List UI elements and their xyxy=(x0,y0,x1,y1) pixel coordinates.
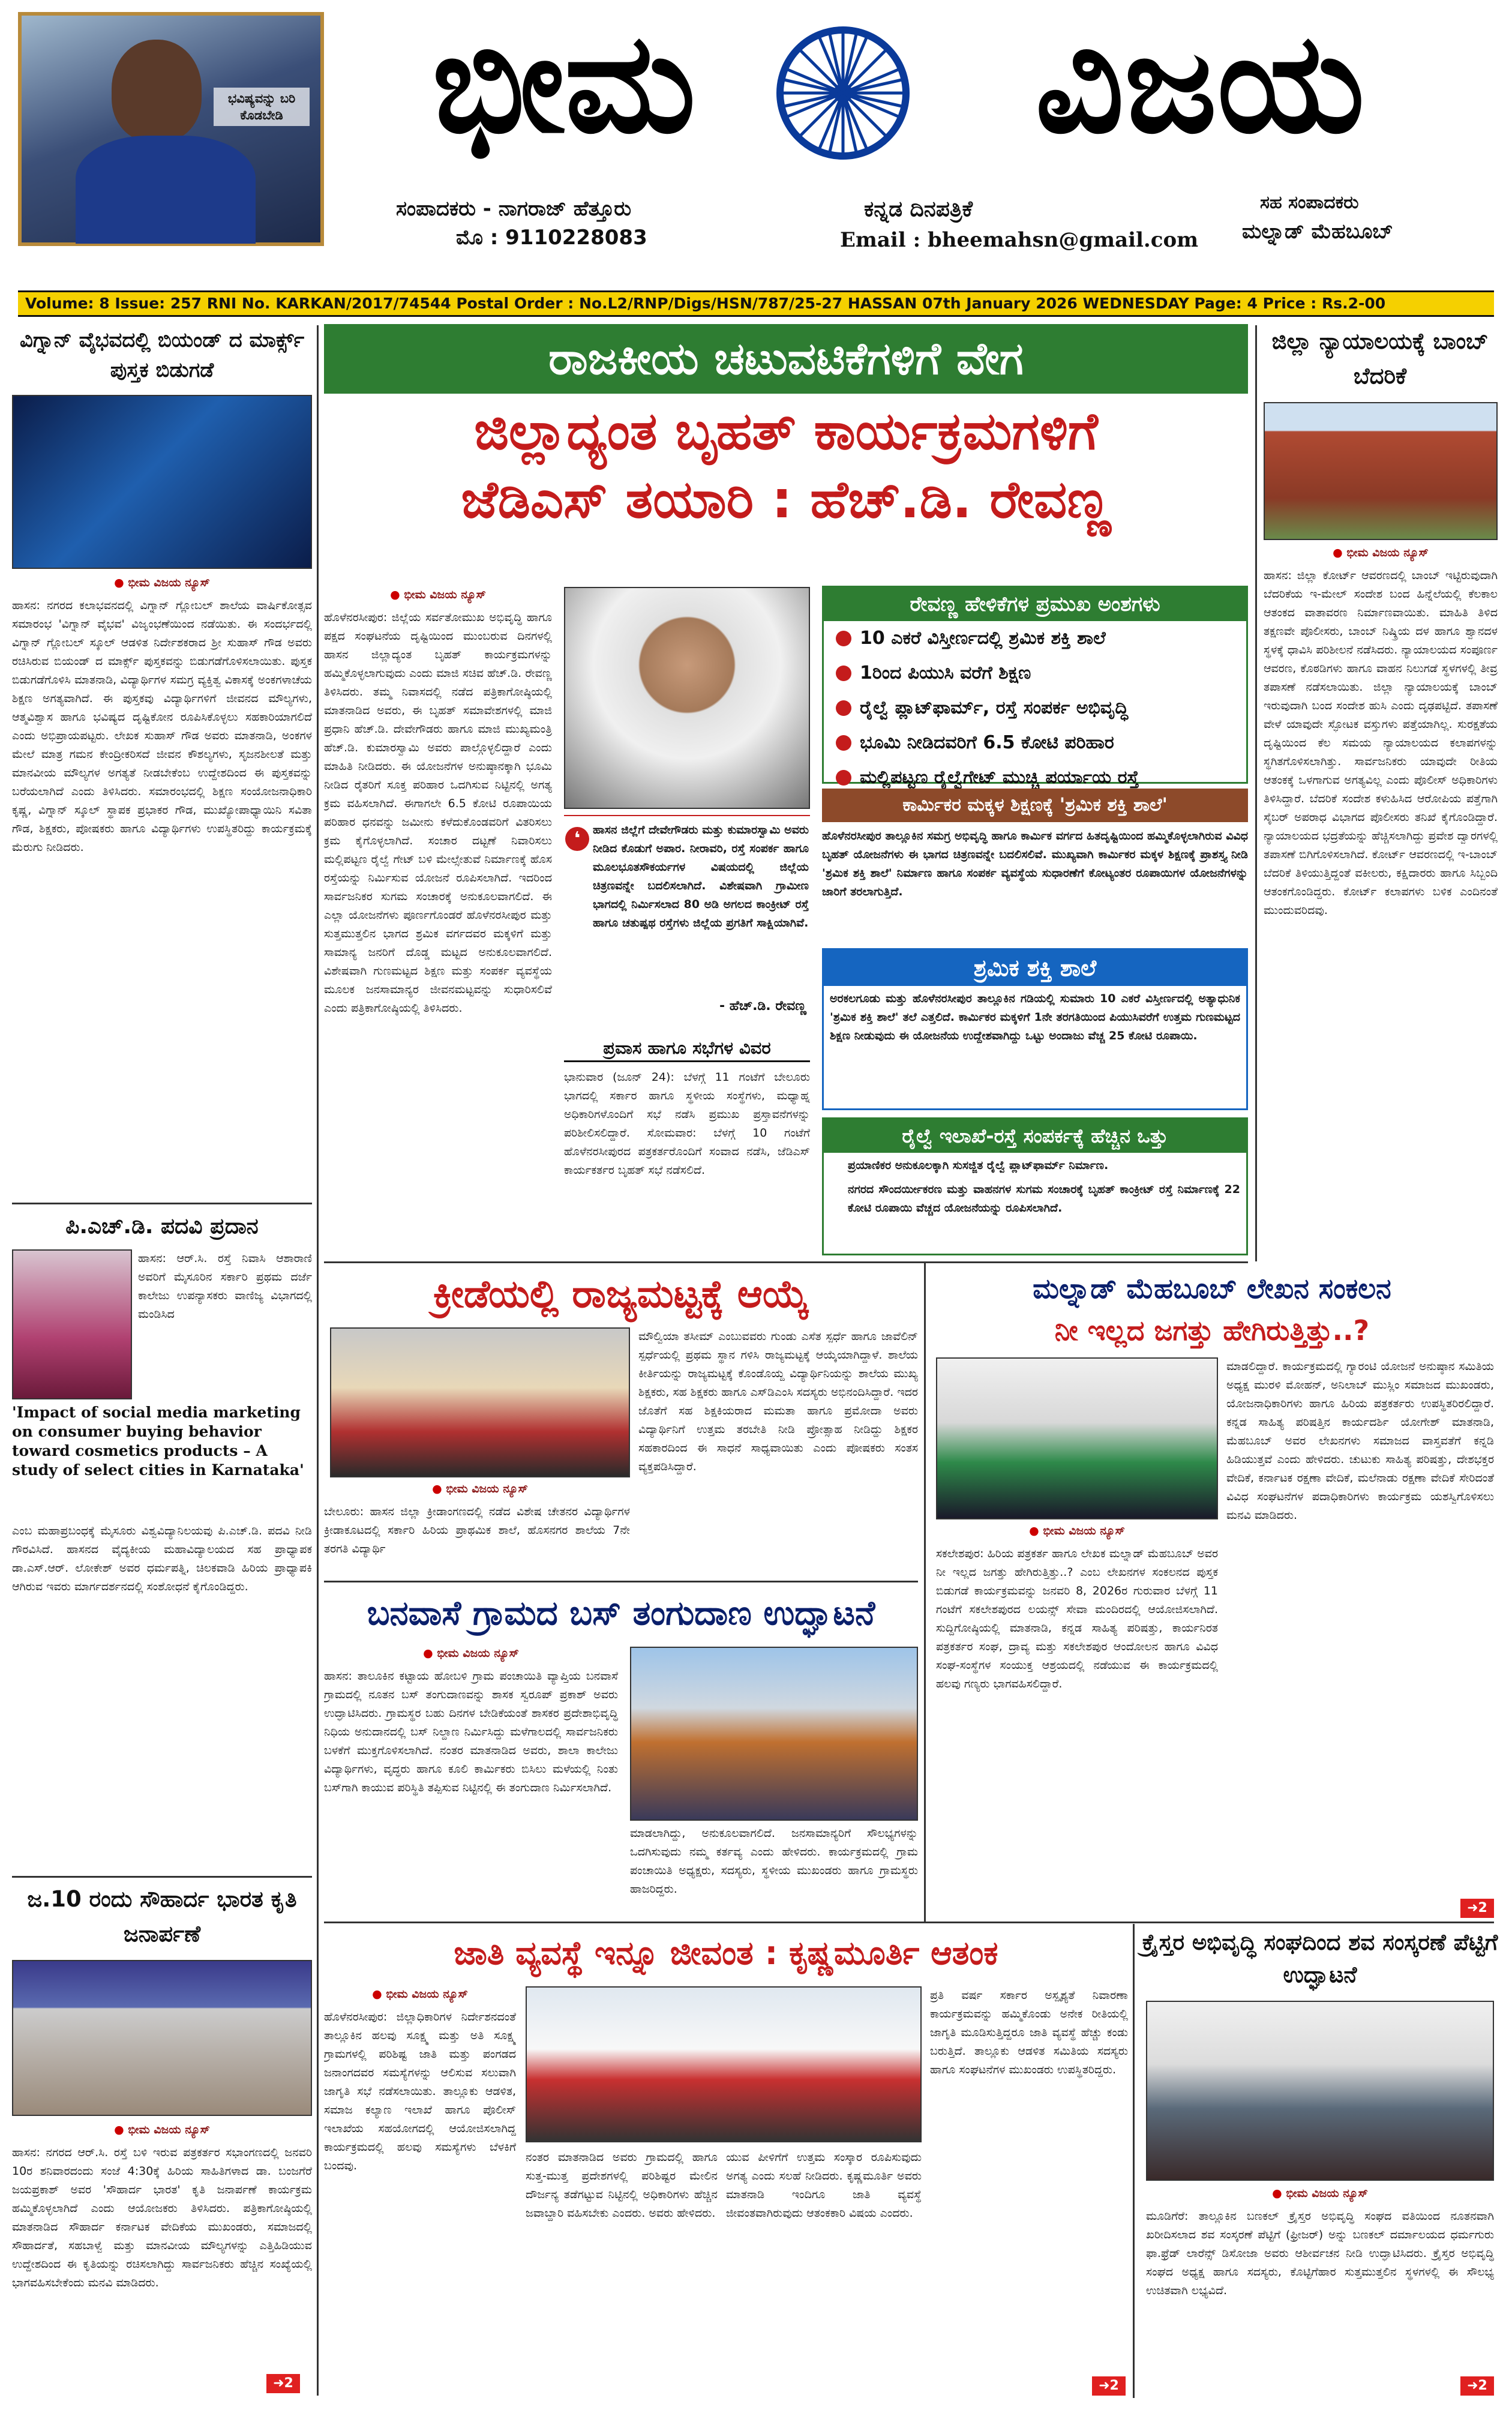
sports-title: ಕ್ರೀಡೆಯಲ್ಲಿ ರಾಜ್ಯಮಟ್ಟಕ್ಕೆ ಆಯ್ಕೆ xyxy=(433,1272,809,1317)
highlights-box xyxy=(822,586,1248,788)
bus-stand-photo xyxy=(630,1647,918,1821)
coeditor-label: ಸಹ ಸಂಪಾದಕರು xyxy=(1260,192,1359,213)
christian-title: ಕ್ರೈಸ್ತರ ಅಭಿವೃದ್ಧಿ ಸಂಘದಿಂದ ಶವ ಸಂಸ್ಕರಣೆ ಪೆಟ್ಟಿಗೆ ಉದ್ಘಾಟನೆ xyxy=(1142,1929,1498,1988)
revanna-quote-attribution: - ಹೆಚ್.ಡಿ. ರೇವಣ್ಣ xyxy=(719,999,806,1014)
revanna-quote-box xyxy=(564,815,810,1027)
phd-thesis-title: 'Impact of social media marketing on consumer buying behavior toward cosmetics products – A study of select cities in Karnataka' xyxy=(12,1404,304,1479)
rail-box xyxy=(822,1117,1248,1255)
mehboob-body-left: ಸಕಲೇಶಪುರ: ಹಿರಿಯ ಪತ್ರಕರ್ತ ಹಾಗೂ ಲೇಖಕ ಮಲ್ನಾಡ್ ಮೆಹಬೂಬ್ ಅವರ ನೀ ಇಲ್ಲದ ಜಗತ್ತು ಹೇಗಿರುತ್ತಿತ್ತು..? ಎಂಬ ಲೇಖನಗಳ ಸಂಕಲನದ ಪುಸ್ತಕ ಬಿಡುಗಡೆ ಕಾರ್ಯಕ್ರಮವನ್ನು ಜನವರಿ 8, 2026ರ ಗುರುವಾರ ಬೆಳಗ್ಗೆ 11 ಗಂಟೆಗೆ ಸಕಲೇಶಪುರದ ಲಯನ್ಸ್ ಸೇವಾ ಮಂದಿರದಲ್ಲಿ ಆಯೋಜಿಸಲಾಗಿದೆ. ಸುದ್ದಿಗೋಷ್ಠಿಯಲ್ಲಿ ಮಾತನಾಡಿ, ಕನ್ನಡ ಸಾಹಿತ್ಯ ಪರಿಷತ್ತು, ಕಾರ್ಯನಿರತ ಪತ್ರಕರ್ತರ ಸಂಘ, ದ್ರಾವ್ಯ ಮತ್ತು ಸಕಲೇಶಪುರ ಆಂದೋಲನ ಹಾಗೂ ವಿವಿಧ ಸಂಘ-ಸಂಸ್ಥೆಗಳ ಸಂಯುಕ್ತ ಆಶ್ರಯದಲ್ಲಿ ನಡೆಯುವ ಈ ಕಾರ್ಯಕ್ರಮದಲ್ಲಿ ಹಲವು ಗಣ್ಯರು ಭಾಗವಹಿಸಲಿದ್ದಾರೆ. xyxy=(936,1547,1218,1690)
continued-page-marker[interactable]: ➜2 xyxy=(266,2374,300,2393)
schedule-body: ಭಾನುವಾರ (ಜೂನ್ 24): ಬೆಳಗ್ಗೆ 11 ಗಂಟೆಗೆ ಬೇಲೂರು ಭಾಗದಲ್ಲಿ ಸರ್ಕಾರ ಹಾಗೂ ಸ್ಥಳೀಯ ಸಂಸ್ಥೆಗಳು, ಮಧ್ಯಾಹ್ನ ಅಧಿಕಾರಿಗಳೊಂದಿಗೆ ಸಭೆ ನಡೆಸಿ ಪ್ರಮುಖ ಪ್ರಸ್ತಾವನೆಗಳನ್ನು ಪರಿಶೀಲಿಸಲಿದ್ದಾರೆ. ಸೋಮವಾರ: ಬೆಳಗ್ಗೆ 10 ಗಂಟೆಗೆ ಹೊಳೆನರಸೀಪುರದ ಪತ್ರಕರ್ತರೊಂದಿಗೆ ಸಂವಾದ ನಡೆಸಿ, ಜೆಡಿಎಸ್ ಕಾರ್ಯಕರ್ತರ ಬೃಹತ್ ಸಭೆ ನಡೆಸಲಿದೆ. xyxy=(564,1071,810,1177)
lead-body: ಹೊಳೆನರಸೀಪುರ: ಜಿಲ್ಲೆಯ ಸರ್ವತೋಮುಖ ಅಭಿವೃದ್ಧಿ ಹಾಗೂ ಪಕ್ಷದ ಸಂಘಟನೆಯ ದೃಷ್ಟಿಯಿಂದ ಮುಂಬರುವ ದಿನಗಳಲ್ಲಿ ಹಾಸನ ಜಿಲ್ಲಾದ್ಯಂತ ಬೃಹತ್ ಕಾರ್ಯಕ್ರಮಗಳನ್ನು ಹಮ್ಮಿಕೊಳ್ಳಲಾಗುವುದು ಎಂದು ಮಾಜಿ ಸಚಿವ ಹೆಚ್.ಡಿ. ರೇವಣ್ಣ ತಿಳಿಸಿದರು. ತಮ್ಮ ನಿವಾಸದಲ್ಲಿ ನಡೆದ ಪತ್ರಿಕಾಗೋಷ್ಠಿಯಲ್ಲಿ ಮಾತನಾಡಿದ ಅವರು, ಈ ಬೃಹತ್ ಸಮಾವೇಶಗಳಲ್ಲಿ ಮಾಜಿ ಪ್ರಧಾನಿ ಹೆಚ್.ಡಿ. ದೇವೇಗೌಡರು ಹಾಗೂ ಮಾಜಿ ಮುಖ್ಯಮಂತ್ರಿ ಹೆಚ್.ಡಿ. ಕುಮಾರಸ್ವಾಮಿ ಅವರು ಪಾಲ್ಗೊಳ್ಳಲಿದ್ದಾರೆ ಎಂದು ಮಾಹಿತಿ ನೀಡಿದರು. ಈ ಯೋಜನೆಗಳ ಅನುಷ್ಠಾನಕ್ಕಾಗಿ ಭೂಮಿ ನೀಡಿದ ರೈತರಿಗೆ ಸೂಕ್ತ ಪರಿಹಾರ ಒದಗಿಸುವ ನಿಟ್ಟಿನಲ್ಲಿ ಅಗತ್ಯ ಕ್ರಮ ವಹಿಸಲಾಗಿದೆ. ಈಗಾಗಲೇ 6.5 ಕೋಟಿ ರೂಪಾಯಿಯ ಪರಿಹಾರ ಧನವನ್ನು ಜಮೀನು ಕಳೆದುಕೊಂಡವರಿಗೆ ವಿತರಿಸಲು ಕ್ರಮ ಕೈಗೊಳ್ಳಲಾಗಿದೆ. ಸಂಚಾರ ದಟ್ಟಣೆ ನಿವಾರಿಸಲು ಮಲ್ಲಿಪಟ್ಟಣ ರೈಲ್ವೆ ಗೇಟ್ ಬಳಿ ಮೇಲ್ಸೇತುವೆ ನಿರ್ಮಾಣಕ್ಕೆ ಹೊಸ ರಸ್ತೆಯನ್ನು ನಿರ್ಮಿಸುವ ಯೋಜನೆ ರೂಪಿಸಲಾಗಿದೆ. ಇದರಿಂದ ಸಾರ್ವಜನಿಕರ ಸುಗಮ ಸಂಚಾರಕ್ಕೆ ಅನುಕೂಲವಾಗಲಿದೆ. ಈ ಎಲ್ಲಾ ಯೋಜನೆಗಳು ಪೂರ್ಣಗೊಂಡರೆ ಹೊಳೆನರಸೀಪುರ ಮತ್ತು ಸುತ್ತಮುತ್ತಲಿನ ಭಾಗದ ಶ್ರಮಿಕ ವರ್ಗದವರ ಮಕ್ಕಳಿಗೆ ಮತ್ತು ಸಾಮಾನ್ಯ ಜನರಿಗೆ ದೊಡ್ಡ ಮಟ್ಟದ ಅನುಕೂಲವಾಗಲಿದೆ. ವಿಶೇಷವಾಗಿ ಗುಣಮಟ್ಟದ ಶಿಕ್ಷಣ ಮತ್ತು ಸಂಪರ್ಕ ವ್ಯವಸ್ಥೆಯ ಮೂಲಕ ಜನಸಾಮಾನ್ಯರ ಜೀವನಮಟ್ಟವನ್ನು ಸುಧಾರಿಸಲಿವೆ ಎಂದು ಪತ್ರಿಕಾಗೋಷ್ಠಿಯಲ್ಲಿ ತಿಳಿಸಿದರು. xyxy=(324,611,552,1015)
sports-byline: ● ಭೀಮ ವಿಜಯ ನ್ಯೂಸ್ xyxy=(330,1482,630,1495)
sports-body: ಮೌಲ್ವಿಯಾ ತಸೀಮ್ ಎಂಬುವವರು ಗುಂಡು ಎಸೆತ ಸ್ಪರ್ಧೆ ಹಾಗೂ ಜಾವೆಲಿನ್ ಸ್ಪರ್ಧೆಯಲ್ಲಿ ಪ್ರಥಮ ಸ್ಥಾನ ಗಳಿಸಿ ರಾಜ್ಯಮಟ್ಟಕ್ಕೆ ಆಯ್ಕೆಯಾಗಿದ್ದಾಳೆ. ಶಾಲೆಯ ಕೀರ್ತಿಯನ್ನು ರಾಜ್ಯಮಟ್ಟಕ್ಕೆ ಕೊಂಡೊಯ್ದ ವಿದ್ಯಾರ್ಥಿನಿಯನ್ನು ಶಾಲೆಯ ಮುಖ್ಯ ಶಿಕ್ಷಕರು, ಸಹ ಶಿಕ್ಷಕರು ಹಾಗೂ ಎಸ್‌ಡಿಎಂಸಿ ಸದಸ್ಯರು ಅಭಿನಂದಿಸಿದ್ದಾರೆ. ಇದರ ಜೊತೆಗೆ ಸಹ ಶಿಕ್ಷಕಿಯರಾದ ಮಮತಾ ಹಾಗೂ ಪ್ರಮೋದಾ ಅವರು ವಿದ್ಯಾರ್ಥಿನಿಗೆ ಉತ್ತಮ ತರಬೇತಿ ನೀಡಿ ಪ್ರೋತ್ಸಾಹ ನೀಡಿದ್ದು ಶಿಕ್ಷಕರ ಸಹಕಾರದಿಂದ ಈ ಸಾಧನೆ ಸಾಧ್ಯವಾಯಿತು ಎಂದು ಪೋಷಕರು ಸಂತಸ ವ್ಯಕ್ತಪಡಿಸಿದ್ದಾರೆ. xyxy=(638,1330,918,1473)
court-body: ಹಾಸನ: ಜಿಲ್ಲಾ ಕೋರ್ಟ್ ಆವರಣದಲ್ಲಿ ಬಾಂಬ್ ಇಟ್ಟಿರುವುದಾಗಿ ಬೆದರಿಕೆಯ ಇ-ಮೇಲ್ ಸಂದೇಶ ಬಂದ ಹಿನ್ನೆಲೆಯಲ್ಲಿ ಕೆಲಕಾಲ ಆತಂಕದ ವಾತಾವರಣ ನಿರ್ಮಾಣವಾಯಿತು. ಮಾಹಿತಿ ತಿಳಿದ ತಕ್ಷಣವೇ ಪೊಲೀಸರು, ಬಾಂಬ್ ನಿಷ್ಕ್ರಿಯ ದಳ ಹಾಗೂ ಶ್ವಾನದಳ ಸ್ಥಳಕ್ಕೆ ಧಾವಿಸಿ ಪರಿಶೀಲನೆ ನಡೆಸಿದರು. ನ್ಯಾಯಾಲಯದ ಸಂಪೂರ್ಣ ಆವರಣ, ಕೊಠಡಿಗಳು ಹಾಗೂ ವಾಹನ ನಿಲುಗಡೆ ಸ್ಥಳಗಳಲ್ಲಿ ತೀವ್ರ ತಪಾಸಣೆ ನಡೆಸಲಾಯಿತು. ಜಿಲ್ಲಾ ನ್ಯಾಯಾಲಯಕ್ಕೆ ಬಾಂಬ್ ಇರುವುದಾಗಿ ಬಂದ ಸಂದೇಶ ಹುಸಿ ಎಂದು ದೃಢಪಟ್ಟಿದೆ. ತಪಾಸಣೆ ವೇಳೆ ಯಾವುದೇ ಸ್ಫೋಟಕ ವಸ್ತುಗಳು ಪತ್ತೆಯಾಗಿಲ್ಲ. ಸುರಕ್ಷತೆಯ ದೃಷ್ಟಿಯಿಂದ ಕೆಲ ಸಮಯ ನ್ಯಾಯಾಲಯದ ಕಲಾಪಗಳನ್ನು ಸ್ಥಗಿತಗೊಳಿಸಲಾಗಿತ್ತು. ಸಾರ್ವಜನಿಕರು ಯಾವುದೇ ರೀತಿಯ ಆತಂಕಕ್ಕೆ ಒಳಗಾಗುವ ಅಗತ್ಯವಿಲ್ಲ ಎಂದು ಪೊಲೀಸ್ ಅಧಿಕಾರಿಗಳು ತಿಳಿಸಿದ್ದಾರೆ. ಬೆದರಿಕೆ ಸಂದೇಶ ಕಳುಹಿಸಿದ ಆರೋಪಿಯ ಪತ್ತೆಗಾಗಿ ಸೈಬರ್ ಅಪರಾಧ ವಿಭಾಗದ ಪೊಲೀಸರು ತನಿಖೆ ಕೈಗೊಂಡಿದ್ದಾರೆ. ನ್ಯಾಯಾಲಯದ ಭದ್ರತೆಯನ್ನು ಹೆಚ್ಚಿಸಲಾಗಿದ್ದು ಪ್ರವೇಶ ದ್ವಾರಗಳಲ್ಲಿ ತಪಾಸಣೆ ಬಿಗಿಗೊಳಿಸಲಾಗಿದೆ. ಕೋರ್ಟ್ ಆವರಣದಲ್ಲಿ ಇ-ಬಾಂಬ್ ಬೆದರಿಕೆ ತಿಳಿಯುತ್ತಿದ್ದಂತೆ ವಕೀಲರು, ಕಕ್ಷಿದಾರರು ಹಾಗೂ ಸಿಬ್ಬಂದಿ ಆತಂಕಗೊಂಡಿದ್ದರು. ಕೋರ್ಟ್ ಕಲಾಪಗಳು ಬಳಿಕ ಎಂದಿನಂತೆ ಮುಂದುವರಿದವು. xyxy=(1264,569,1498,917)
continued-page-marker[interactable]: ➜2 xyxy=(1460,1899,1494,1918)
masthead-title-right: ವಿಜಯ xyxy=(1035,4,1365,164)
mehboob-body-right: ಮಾಡಲಿದ್ದಾರೆ. ಕಾರ್ಯಕ್ರಮದಲ್ಲಿ ಗ್ಯಾರಂಟಿ ಯೋಜನೆ ಅನುಷ್ಠಾನ ಸಮಿತಿಯ ಅಧ್ಯಕ್ಷ ಮುರಳಿ ಮೋಹನ್, ಅನಿಲಾಬ್ ಮುಸ್ಲಿಂ ಸಮಾಜದ ಮುಖಂಡರು, ಯೋಜನಾಧಿಕಾರಿಗಳು ಹಾಗೂ ಹಿರಿಯ ಪತ್ರಕರ್ತರು ಉಪಸ್ಥಿತರಿರಲಿದ್ದಾರೆ. ಕನ್ನಡ ಸಾಹಿತ್ಯ ಪರಿಷತ್ತಿನ ಕಾರ್ಯದರ್ಶಿ ಯೋಗೇಶ್ ಮಾತನಾಡಿ, ಮೆಹಬೂಬ್ ಅವರ ಲೇಖನಗಳು ಸಮಾಜದ ವಾಸ್ತವತೆಗೆ ಕನ್ನಡಿ ಹಿಡಿಯುತ್ತವೆ ಎಂದು ಹೇಳಿದರು. ಚುಟುಕು ಸಾಹಿತ್ಯ ಪರಿಷತ್ತು, ದೇಶಭಕ್ತರ ವೇದಿಕೆ, ಕರ್ನಾಟಕ ರಕ್ಷಣಾ ವೇದಿಕೆ, ಮಲೆನಾಡು ರಕ್ಷಣಾ ವೇದಿಕೆ ಸೇರಿದಂತೆ ವಿವಿಧ ಸಂಘಟನೆಗಳ ಪದಾಧಿಕಾರಿಗಳು ಕಾರ್ಯಕ್ರಮ ಯಶಸ್ವಿಗೊಳಿಸಲು ಮನವಿ ಮಾಡಿದರು. xyxy=(1226,1360,1494,1522)
ashoka-chakra-icon xyxy=(774,24,912,162)
phd-body: ಎಂಬ ಮಹಾಪ್ರಬಂಧಕ್ಕೆ ಮೈಸೂರು ವಿಶ್ವವಿದ್ಯಾನಿಲಯವು ಪಿ.ಎಚ್.ಡಿ. ಪದವಿ ನೀಡಿ ಗೌರವಿಸಿದೆ. ಹಾಸನದ ವೈದ್ಯಕೀಯ ಮಹಾವಿದ್ಯಾಲಯದ ಸಹ ಪ್ರಾಧ್ಯಾಪಕ ಡಾ.ಎಸ್.ಆರ್. ಲೋಕೇಶ್ ಅವರ ಧರ್ಮಪತ್ನಿ, ಚಿಲಕವಾಡಿ ಹಿರಿಯ ಪ್ರಾಧ್ಯಾಪಕಿ ಆಗಿರುವ ಇವರು ಮಾರ್ಗದರ್ಶನದಲ್ಲಿ ಸಂಶೋಧನೆ ಕೈಗೊಂಡಿದ್ದರು. xyxy=(12,1524,312,1593)
caste-col-4: ಪ್ರತಿ ವರ್ಷ ಸರ್ಕಾರ ಅಸ್ಪೃಶ್ಯತೆ ನಿವಾರಣಾ ಕಾರ್ಯಕ್ರಮವನ್ನು ಹಮ್ಮಿಕೊಂಡು ಅನೇಕ ರೀತಿಯಲ್ಲಿ ಜಾಗೃತಿ ಮೂಡಿಸುತ್ತಿದ್ದರೂ ಜಾತಿ ವ್ಯವಸ್ಥೆ ಹೆಚ್ಚು ಕಂಡು ಬರುತ್ತಿದೆ. ತಾಲ್ಲೂಕು ಆಡಳಿತ ಸಮಿತಿಯ ಸದಸ್ಯರು ಹಾಗೂ ಸಂಘಟನೆಗಳ ಮುಖಂಡರು ಉಪಸ್ಥಿತರಿದ್ದರು. xyxy=(930,1989,1128,2076)
christian-event-photo xyxy=(1146,2001,1494,2181)
christian-body: ಮೂಡಿಗೆರೆ: ತಾಲ್ಲೂಕಿನ ಬಣಕಲ್ ಕ್ರೈಸ್ತರ ಅಭಿವೃದ್ಧಿ ಸಂಘದ ವತಿಯಿಂದ ನೂತನವಾಗಿ ಖರೀದಿಸಲಾದ ಶವ ಸಂಸ್ಕರಣೆ ಪೆಟ್ಟಿಗೆ (ಫ್ರೀಜರ್) ಅನ್ನು ಬಣಕಲ್ ದರ್ಮಾಲಯದ ಧರ್ಮಗುರು ಫಾ.ಫ್ರೆಡ್ ಲಾರೆನ್ಸ್ ಡಿಸೋಜಾ ಅವರು ಆಶೀರ್ವಚನ ನೀಡಿ ಉದ್ಘಾಟಿಸಿದರು. ಕ್ರೈಸ್ತರ ಅಭಿವೃದ್ಧಿ ಸಂಘದ ಅಧ್ಯಕ್ಷ ಹಾಗೂ ಸದಸ್ಯರು, ಕೊಟ್ಟಿಗೆಹಾರ ಸುತ್ತಮುತ್ತಲಿನ ಸ್ಥಳಗಳಲ್ಲಿ ಈ ಸೌಲಭ್ಯ ಉಚಿತವಾಗಿ ಲಭ್ಯವಿದೆ. xyxy=(1146,2210,1494,2297)
schedule-heading: ಪ್ರವಾಸ ಹಾಗೂ ಸಭೆಗಳ ವಿವರ xyxy=(564,1033,810,1062)
christian-byline: ● ಭೀಮ ವಿಜಯ ನ್ಯೂಸ್ xyxy=(1146,2187,1494,2200)
school-title: ಕಾರ್ಮಿಕರ ಮಕ್ಕಳ ಶಿಕ್ಷಣಕ್ಕೆ 'ಶ್ರಮಿಕ ಶಕ್ತಿ ಶಾಲೆ' xyxy=(822,789,1248,822)
court-byline: ● ಭೀಮ ವಿಜಯ ನ್ಯೂಸ್ xyxy=(1264,546,1498,559)
article-title-vignan: ವಿಗ್ನಾನ್ ವೈಭವದಲ್ಲಿ ಬಿಯಂಡ್ ದ ಮಾರ್ಕ್ಸ್ ಪುಸ್ತಕ ಬಿಡುಗಡೆ xyxy=(19,328,305,382)
bus-byline: ● ಭೀಮ ವಿಜಯ ನ್ಯೂಸ್ xyxy=(324,1647,618,1660)
ambedkar-portrait xyxy=(18,12,324,246)
bus-body-2: ಮಾಡಲಾಗಿದ್ದು, ಅನುಕೂಲವಾಗಲಿದೆ. ಜನಸಾಮಾನ್ಯರಿಗೆ ಸೌಲಭ್ಯಗಳನ್ನು ಒದಗಿಸುವುದು ನಮ್ಮ ಕರ್ತವ್ಯ ಎಂದು ಹೇಳಿದರು. ಕಾರ್ಯಕ್ರಮದಲ್ಲಿ ಗ್ರಾಮ ಪಂಚಾಯಿತಿ ಅಧ್ಯಕ್ಷರು, ಸದಸ್ಯರು, ಸ್ಥಳೀಯ ಮುಖಂಡರು ಹಾಗೂ ಗ್ರಾಮಸ್ಥರು ಹಾಜರಿದ್ದರು. xyxy=(630,1827,918,1896)
sports-photo xyxy=(330,1327,630,1477)
coeditor-name: ಮಲ್ನಾಡ್ ಮೆಹಬೂಬ್ xyxy=(1242,220,1393,244)
caste-col-1: ಹೊಳೆನರಸೀಪುರ: ಜಿಲ್ಲಾಧಿಕಾರಿಗಳ ನಿರ್ದೇಶನದಂತೆ ತಾಲ್ಲೂಕಿನ ಹಲವು ಸೂಕ್ಷ್ಮ ಮತ್ತು ಅತಿ ಸೂಕ್ಷ್ಮ ಗ್ರಾಮಗಳಲ್ಲಿ ಪರಿಶಿಷ್ಟ ಜಾತಿ ಮತ್ತು ಪಂಗಡದ ಜನಾಂಗದವರ ಸಮಸ್ಯೆಗಳನ್ನು ಆಲಿಸುವ ಸಲುವಾಗಿ ಜಾಗೃತಿ ಸಭೆ ನಡೆಸಲಾಯಿತು. ತಾಲ್ಲೂಕು ಆಡಳಿತ, ಸಮಾಜ ಕಲ್ಯಾಣ ಇಲಾಖೆ ಹಾಗೂ ಪೊಲೀಸ್ ಇಲಾಖೆಯ ಸಹಯೋಗದಲ್ಲಿ ಆಯೋಜಿಸಲಾಗಿದ್ದ ಕಾರ್ಯಕ್ರಮದಲ್ಲಿ ಹಲವು ಸಮಸ್ಯೆಗಳು ಬೆಳಕಿಗೆ ಬಂದವು. xyxy=(324,2010,516,2172)
masthead-title-left: ಭೀಮ xyxy=(432,4,696,164)
phd-portrait-photo xyxy=(12,1249,132,1399)
editor-phone: ಮೊ : 9110228083 xyxy=(456,226,647,250)
mehboob-press-photo xyxy=(936,1357,1218,1519)
masthead xyxy=(0,0,1512,252)
lead-banner: ರಾಜಕೀಯ ಚಟುವಟಿಕೆಗಳಿಗೆ ವೇಗ xyxy=(324,324,1248,394)
caste-col-2: ನಂತರ ಮಾತನಾಡಿದ ಅವರು ಗ್ರಾಮದಲ್ಲಿ ಹಾಗೂ ಸುತ್ತ-ಮುತ್ತ ಪ್ರದೇಶಗಳಲ್ಲಿ ಪರಿಶಿಷ್ಟರ ಮೇಲಿನ ದೌರ್ಜನ್ಯ ತಡೆಗಟ್ಟುವ ನಿಟ್ಟಿನಲ್ಲಿ ಅಧಿಕಾರಿಗಳು ಹೆಚ್ಚಿನ ಜವಾಬ್ದಾರಿ ವಹಿಸಬೇಕು ಎಂದರು. ಅವರು ಹೇಳಿದರು. xyxy=(526,2151,718,2220)
vignan-byline: ● ಭೀಮ ವಿಜಯ ನ್ಯೂಸ್ xyxy=(12,576,312,589)
caste-title: ಜಾತಿ ವ್ಯವಸ್ಥೆ ಇನ್ನೂ ಜೀವಂತ : ಕೃಷ್ಣಮೂರ್ತಿ ಆತಂಕ xyxy=(454,1934,998,1972)
court-title: ಜಿಲ್ಲಾ ನ್ಯಾಯಾಲಯಕ್ಕೆ ಬಾಂಬ್ ಬೆದರಿಕೆ xyxy=(1271,328,1489,389)
lead-headline-1: ಜಿಲ್ಲಾದ್ಯಂತ ಬೃಹತ್ ಕಾರ್ಯಕ್ರಮಗಳಿಗೆ xyxy=(474,401,1098,461)
continued-page-marker[interactable]: ➜2 xyxy=(1460,2376,1494,2396)
bus-title: ಬನವಾಸೆ ಗ್ರಾಮದ ಬಸ್ ತಂಗುದಾಣ ಉದ್ಘಾಟನೆ xyxy=(367,1594,875,1633)
mehboob-title: ಮಲ್ನಾಡ್ ಮೆಹಬೂಬ್ ಲೇಖನ ಸಂಕಲನ xyxy=(1033,1272,1391,1305)
highlight-item: ರೈಲ್ವೆ ಪ್ಲಾಟ್‌ಫಾರ್ಮ್, ರಸ್ತೆ ಸಂಪರ್ಕ ಅಭಿವೃದ್ಧಿ xyxy=(824,691,1246,726)
shakti-body: ಅರಕಲಗೂಡು ಮತ್ತು ಹೊಳೆನರಸೀಪುರ ತಾಲ್ಲೂಕಿನ ಗಡಿಯಲ್ಲಿ ಸುಮಾರು 10 ಎಕರೆ ವಿಸ್ತೀರ್ಣದಲ್ಲಿ ಅತ್ಯಾಧುನಿಕ 'ಶ್ರಮಿಕ ಶಕ್ತಿ ಶಾಲೆ' ತಲೆ ಎತ್ತಲಿದೆ. ಕಾರ್ಮಿಕರ ಮಕ್ಕಳಿಗೆ 1ನೇ ತರಗತಿಯಿಂದ ಪಿಯುಸಿವರೆಗೆ ಉತ್ತಮ ಗುಣಮಟ್ಟದ ಶಿಕ್ಷಣ ನೀಡುವುದು ಈ ಯೋಜನೆಯ ಉದ್ದೇಶವಾಗಿದ್ದು ಒಟ್ಟು ಅಂದಾಜು ವೆಚ್ಚ 25 ಕೋಟಿ ರೂಪಾಯಿ. xyxy=(830,992,1240,1042)
rail-item: ಪ್ರಯಾಣಿಕರ ಅನುಕೂಲಕ್ಕಾಗಿ ಸುಸಜ್ಜಿತ ರೈಲ್ವೆ ಪ್ಲಾಟ್‌ಫಾರ್ಮ್ ನಿರ್ಮಾಣ. xyxy=(848,1159,1109,1172)
editor-line: ಸಂಪಾದಕರು - ನಾಗರಾಜ್ ಹೆತ್ತೂರು xyxy=(396,197,632,221)
article-title-phd: ಪಿ.ಎಚ್.ಡಿ. ಪದವಿ ಪ್ರದಾನ xyxy=(65,1214,259,1239)
shakti-box xyxy=(822,948,1248,1110)
shakti-title: ಶ್ರಮಿಕ ಶಕ್ತಿ ಶಾಲೆ xyxy=(824,950,1246,986)
info-bar-text: Volume: 8 Issue: 257 RNI No. KARKAN/2017/74544 Postal Order : No.L2/RNP/Digs/HSN/787/25-27 HASSAN 07th January 2026 WEDNESDAY Page: 4 Price : Rs.2-00 xyxy=(25,295,1386,312)
revanna-photo xyxy=(564,587,810,809)
article-title-souharda: ಜ.10 ರಂದು ಸೌಹಾರ್ದ ಭಾರತ ಕೃತಿ ಜನಾರ್ಪಣೆ xyxy=(27,1886,297,1947)
mehboob-byline: ● ಭೀಮ ವಿಜಯ ನ್ಯೂಸ್ xyxy=(936,1524,1218,1537)
souharda-press-photo xyxy=(12,1960,312,2116)
phd-side-text: ಹಾಸನ: ಆರ್.ಸಿ. ರಸ್ತೆ ನಿವಾಸಿ ಆಶಾರಾಣಿ ಅವರಿಗೆ ಮೈಸೂರಿನ ಸರ್ಕಾರಿ ಪ್ರಥಮ ದರ್ಜೆ ಕಾಲೇಜು ಉಪನ್ಯಾಸಕರು ವಾಣಿಜ್ಯ ವಿಭಾಗದಲ್ಲಿ ಮಂಡಿಸಿದ xyxy=(138,1252,312,1321)
rail-item: ನಗರದ ಸೌಂದರ್ಯೀಕರಣ ಮತ್ತು ವಾಹನಗಳ ಸುಗಮ ಸಂಚಾರಕ್ಕೆ ಬೃಹತ್ ಕಾಂಕ್ರೀಟ್ ರಸ್ತೆ ನಿರ್ಮಾಣಕ್ಕೆ 22 ಕೋಟಿ ರೂಪಾಯಿ ವೆಚ್ಚದ ಯೋಜನೆಯನ್ನು ರೂಪಿಸಲಾಗಿದೆ. xyxy=(848,1183,1240,1215)
caste-meeting-photo xyxy=(526,1986,922,2142)
caste-byline: ● ಭೀಮ ವಿಜಯ ನ್ಯೂಸ್ xyxy=(324,1988,516,2001)
rail-title: ರೈಲ್ವೆ ಇಲಾಖೆ-ರಸ್ತೆ ಸಂಪರ್ಕಕ್ಕೆ ಹೆಚ್ಚಿನ ಒತ್ತು xyxy=(824,1119,1246,1153)
school-body: ಹೊಳೆನರಸೀಪುರ ತಾಲ್ಲೂಕಿನ ಸಮಗ್ರ ಅಭಿವೃದ್ಧಿ ಹಾಗೂ ಕಾರ್ಮಿಕ ವರ್ಗದ ಹಿತದೃಷ್ಟಿಯಿಂದ ಹಮ್ಮಿಕೊಳ್ಳಲಾಗಿರುವ ವಿವಿಧ ಬೃಹತ್ ಯೋಜನೆಗಳು ಈ ಭಾಗದ ಚಿತ್ರಣವನ್ನೇ ಬದಲಿಸಲಿವೆ. ಮುಖ್ಯವಾಗಿ ಕಾರ್ಮಿಕರ ಮಕ್ಕಳ ಶಿಕ್ಷಣಕ್ಕೆ ಪ್ರಾಶಸ್ತ್ಯ ನೀಡಿ 'ಶ್ರಮಿಕ ಶಕ್ತಿ ಶಾಲೆ' ನಿರ್ಮಾಣ ಹಾಗೂ ಸಂಪರ್ಕ ವ್ಯವಸ್ಥೆಯ ಸುಧಾರಣೆಗೆ ಕೋಟ್ಯಂತರ ರೂಪಾಯಿಗಳ ಯೋಜನೆಗಳನ್ನು ಜಾರಿಗೆ ತರಲಾಗುತ್ತಿದೆ. xyxy=(822,829,1248,898)
vignan-body: ಹಾಸನ: ನಗರದ ಕಲಾಭವನದಲ್ಲಿ ವಿಗ್ನಾನ್ ಗ್ಲೋಬಲ್ ಶಾಲೆಯ ವಾರ್ಷಿಕೋತ್ಸವ ಸಮಾರಂಭ 'ವಿಗ್ನಾನ್ ವೈಭವ' ವಿಜೃಂಭಣೆಯಿಂದ ನಡೆಯಿತು. ಈ ಸಂದರ್ಭದಲ್ಲಿ ವಿಗ್ನಾನ್ ಗ್ಲೋಬಲ್ ಸ್ಕೂಲ್ ಆಡಳಿತ ನಿರ್ದೇಶಕರಾದ ಶ್ರೀ ಸುಹಾಸ್ ಗೌಡ ಅವರು ರಚಿಸಿರುವ ಬಿಯಂಡ್ ದ ಮಾರ್ಕ್ಸ್ ಪುಸ್ತಕವನ್ನು ಬಿಡುಗಡೆಗೊಳಿಸಲಾಯಿತು. ಪುಸ್ತಕ ಬಿಡುಗಡೆಗೊಳಿಸಿ ಮಾತನಾಡಿ, ವಿದ್ಯಾರ್ಥಿಗಳ ಸಮಗ್ರ ವ್ಯಕ್ತಿತ್ವ ವಿಕಾಸಕ್ಕೆ ಅಂಕಗಳಾಚೆಯ ಶಿಕ್ಷಣ ಅಗತ್ಯವಾಗಿದೆ. ಈ ಪುಸ್ತಕವು ವಿದ್ಯಾರ್ಥಿಗಳಿಗೆ ಜೀವನದ ಮೌಲ್ಯಗಳು, ಆತ್ಮವಿಶ್ವಾಸ ಹಾಗೂ ಭವಿಷ್ಯದ ದೃಷ್ಟಿಕೋನ ರೂಪಿಸಿಕೊಳ್ಳಲು ಸಹಕಾರಿಯಾಗಲಿದೆ ಎಂದು ಅಭಿಪ್ರಾಯಪಟ್ಟರು. ಲೇಖಕ ಸುಹಾಸ್ ಗೌಡ ಅವರು ಮಾತನಾಡಿ, ಅಂಕಗಳ ಮೇಲೆ ಮಾತ್ರ ಗಮನ ಕೇಂದ್ರೀಕರಿಸದೆ ಜೀವನ ಕೌಶಲ್ಯಗಳು, ಸೃಜನಶೀಲತೆ ಮತ್ತು ಮಾನವೀಯ ಮೌಲ್ಯಗಳ ಅಗತ್ಯತೆ ನೀಡಬೇಕೆಂಬ ಉದ್ದೇಶದಿಂದ ಈ ಪುಸ್ತಕವನ್ನು ಬರೆಯಲಾಗಿದೆ ಎಂದು ತಿಳಿಸಿದರು. ಸಮಾರಂಭದಲ್ಲಿ ಶಿಕ್ಷಣ ಸಂಯೋಜನಾಧಿಕಾರಿ ಕೃಷ್ಣ, ವಿಗ್ನಾನ್ ಸ್ಕೂಲ್ ಸ್ಥಾಪಕ ಪ್ರಭಾಕರ ಗೌಡ, ಮುಖ್ಯೋಪಾಧ್ಯಾಯಿನಿ ಸವಿತಾ ಗೌಡ, ಶಿಕ್ಷಕರು, ಪೋಷಕರು ಹಾಗೂ ವಿದ್ಯಾರ್ಥಿಗಳು ಉಪಸ್ಥಿತರಿದ್ದು ಕಾರ್ಯಕ್ರಮಕ್ಕೆ ಮೆರುಗು ನೀಡಿದರು. xyxy=(12,599,312,854)
vignan-event-photo xyxy=(12,395,312,569)
left-column xyxy=(12,325,312,2396)
continued-page-marker[interactable]: ➜2 xyxy=(1092,2376,1126,2396)
lead-headline-2: ಜೆಡಿಎಸ್ ತಯಾರಿ : ಹೆಚ್.ಡಿ. ರೇವಣ್ಣ xyxy=(461,470,1111,530)
bus-body: ಹಾಸನ: ತಾಲೂಕಿನ ಕಟ್ಟಾಯ ಹೋಬಳಿ ಗ್ರಾಮ ಪಂಚಾಯಿತಿ ವ್ಯಾಪ್ತಿಯ ಬನವಾಸೆ ಗ್ರಾಮದಲ್ಲಿ ನೂತನ ಬಸ್ ತಂಗುದಾಣವನ್ನು ಶಾಸಕ ಸ್ವರೂಪ್ ಪ್ರಕಾಶ್ ಅವರು ಉದ್ಘಾಟಿಸಿದರು. ಗ್ರಾಮಸ್ಥರ ಬಹು ದಿನಗಳ ಬೇಡಿಕೆಯಂತೆ ಶಾಸಕರ ಪ್ರದೇಶಾಭಿವೃದ್ಧಿ ನಿಧಿಯ ಅನುದಾನದಲ್ಲಿ ಬಸ್ ನಿಲ್ದಾಣ ನಿರ್ಮಿಸಿದ್ದು ಮಳೆಗಾಲದಲ್ಲಿ ಸಾರ್ವಜನಿಕರು ಬಳಕೆಗೆ ಮುಕ್ತಗೊಳಿಸಲಾಗಿದೆ. ನಂತರ ಮಾತನಾಡಿದ ಅವರು, ಶಾಲಾ ಕಾಲೇಜು ವಿದ್ಯಾರ್ಥಿಗಳು, ವೃದ್ಧರು ಹಾಗೂ ಕೂಲಿ ಕಾರ್ಮಿಕರು ಬಿಸಿಲು ಮಳೆಯಲ್ಲಿ ನಿಂತು ಬಸ್‌ಗಾಗಿ ಕಾಯುವ ಪರಿಸ್ಥಿತಿ ತಪ್ಪಿಸುವ ನಿಟ್ಟಿನಲ್ಲಿ ಈ ತಂಗುದಾಣ ನಿರ್ಮಿಸಲಾಗಿದೆ. xyxy=(324,1669,618,1794)
quote-mark-icon: ❛ xyxy=(565,827,589,851)
portrait-caption: ಭವಿಷ್ಯವನ್ನು ಬರಿ ಕೊಡಬೇಡಿ xyxy=(214,88,310,126)
revanna-quote: ಹಾಸನ ಜಿಲ್ಲೆಗೆ ದೇವೇಗೌಡರು ಮತ್ತು ಕುಮಾರಸ್ವಾಮಿ ಅವರು ನೀಡಿದ ಕೊಡುಗೆ ಅಪಾರ. ನೀರಾವರಿ, ರಸ್ತೆ ಸಂಪರ್ಕ ಹಾಗೂ ಮೂಲಭೂತಸೌಕರ್ಯಗಳ ವಿಷಯದಲ್ಲಿ ಜಿಲ್ಲೆಯ ಚಿತ್ರಣವನ್ನೇ ಬದಲಿಸಲಾಗಿದೆ. ವಿಶೇಷವಾಗಿ ಗ್ರಾಮೀಣ ಭಾಗದಲ್ಲಿ ನಿರ್ಮಿಸಲಾದ 80 ಅಡಿ ಅಗಲದ ಕಾಂಕ್ರೀಟ್ ರಸ್ತೆ ಹಾಗೂ ಚತುಷ್ಪಥ ರಸ್ತೆಗಳು ಜಿಲ್ಲೆಯ ಪ್ರಗತಿಗೆ ಸಾಕ್ಷಿಯಾಗಿವೆ. xyxy=(593,823,809,930)
mehboob-subtitle: ನೀ ಇಲ್ಲದ ಜಗತ್ತು ಹೇಗಿರುತ್ತಿತ್ತು..? xyxy=(1054,1314,1370,1347)
info-bar xyxy=(18,290,1494,317)
lead-byline: ● ಭೀಮ ವಿಜಯ ನ್ಯೂಸ್ xyxy=(324,588,552,601)
highlight-item: ಮಲ್ಲಿಪಟ್ಟಣ ರೈಲ್ವೆಗೇಟ್ ಮುಚ್ಚಿ ಪರ್ಯಾಯ ರಸ್ತೆ xyxy=(824,760,1246,795)
souharda-byline: ● ಭೀಮ ವಿಜಯ ನ್ಯೂಸ್ xyxy=(12,2123,312,2136)
highlights-title: ರೇವಣ್ಣ ಹೇಳಿಕೆಗಳ ಪ್ರಮುಖ ಅಂಶಗಳು xyxy=(824,587,1246,621)
caste-col-3: ಯುವ ಪೀಳಿಗೆಗೆ ಉತ್ತಮ ಸಂಸ್ಕಾರ ರೂಪಿಸುವುದು ಅಗತ್ಯ ಎಂದು ಸಲಹೆ ನೀಡಿದರು. ಕೃಷ್ಣಮೂರ್ತಿ ಅವರು ಮಾತನಾಡಿ ಇಂದಿಗೂ ಜಾತಿ ವ್ಯವಸ್ಥೆ ಜೀವಂತವಾಗಿರುವುದು ಆತಂಕಕಾರಿ ವಿಷಯ ಎಂದರು. xyxy=(726,2151,922,2220)
highlight-item: 1ರಿಂದ ಪಿಯುಸಿ ವರೆಗೆ ಶಿಕ್ಷಣ xyxy=(824,656,1246,691)
sports-caption: ಬೇಲೂರು: ಹಾಸನ ಜಿಲ್ಲಾ ಕ್ರೀಡಾಂಗಣದಲ್ಲಿ ನಡೆದ ವಿಶೇಷ ಚೇತನರ ವಿದ್ಯಾರ್ಥಿಗಳ ಕ್ರೀಡಾಕೂಟದಲ್ಲಿ ಸರ್ಕಾರಿ ಹಿರಿಯ ಪ್ರಾಥಮಿಕ ಶಾಲೆ, ಹೊಸನಗರ ಶಾಲೆಯ 7ನೇ ತರಗತಿ ವಿದ್ಯಾರ್ಥಿ xyxy=(324,1505,630,1555)
souharda-body: ಹಾಸನ: ನಗರದ ಆರ್.ಸಿ. ರಸ್ತೆ ಬಳಿ ಇರುವ ಪತ್ರಕರ್ತರ ಸಭಾಂಗಣದಲ್ಲಿ ಜನವರಿ 10ರ ಶನಿವಾರದಂದು ಸಂಜೆ 4:30ಕ್ಕೆ ಹಿರಿಯ ಸಾಹಿತಿಗಳಾದ ಡಾ. ಬಂಜಗೆರೆ ಜಯಪ್ರಕಾಶ್ ಅವರ 'ಸೌಹಾರ್ದ ಭಾರತ' ಕೃತಿ ಜನಾರ್ಪಣೆ ಕಾರ್ಯಕ್ರಮ ಹಮ್ಮಿಕೊಳ್ಳಲಾಗಿದೆ ಎಂದು ಆಯೋಜಕರು ತಿಳಿಸಿದರು. ಪತ್ರಿಕಾಗೋಷ್ಠಿಯಲ್ಲಿ ಮಾತನಾಡಿದ ಸೌಹಾರ್ದ ಕರ್ನಾಟಕ ವೇದಿಕೆಯ ಮುಖಂಡರು, ಸಮಾಜದಲ್ಲಿ ಸೌಹಾರ್ದತೆ, ಸಹಬಾಳ್ವೆ ಮತ್ತು ಮಾನವೀಯ ಮೌಲ್ಯಗಳನ್ನು ಎತ್ತಿಹಿಡಿಯುವ ಉದ್ದೇಶದಿಂದ ಈ ಕೃತಿಯನ್ನು ರಚಿಸಲಾಗಿದ್ದು ಸಾರ್ವಜನಿಕರು ಹೆಚ್ಚಿನ ಸಂಖ್ಯೆಯಲ್ಲಿ ಭಾಗವಹಿಸಬೇಕೆಂದು ಮನವಿ ಮಾಡಿದರು. xyxy=(12,2146,312,2289)
email-address: Email : bheemahsn@gmail.com xyxy=(840,228,1199,252)
highlight-item: ಭೂಮಿ ನೀಡಿದವರಿಗೆ 6.5 ಕೋಟಿ ಪರಿಹಾರ xyxy=(824,726,1246,760)
school-box xyxy=(822,789,1248,941)
paper-type: ಕನ್ನಡ ದಿನಪತ್ರಿಕೆ xyxy=(864,197,973,221)
court-building-photo xyxy=(1264,402,1498,540)
highlight-item: 10 ಎಕರೆ ವಿಸ್ತೀರ್ಣದಲ್ಲಿ ಶ್ರಮಿಕ ಶಕ್ತಿ ಶಾಲೆ xyxy=(824,621,1246,656)
